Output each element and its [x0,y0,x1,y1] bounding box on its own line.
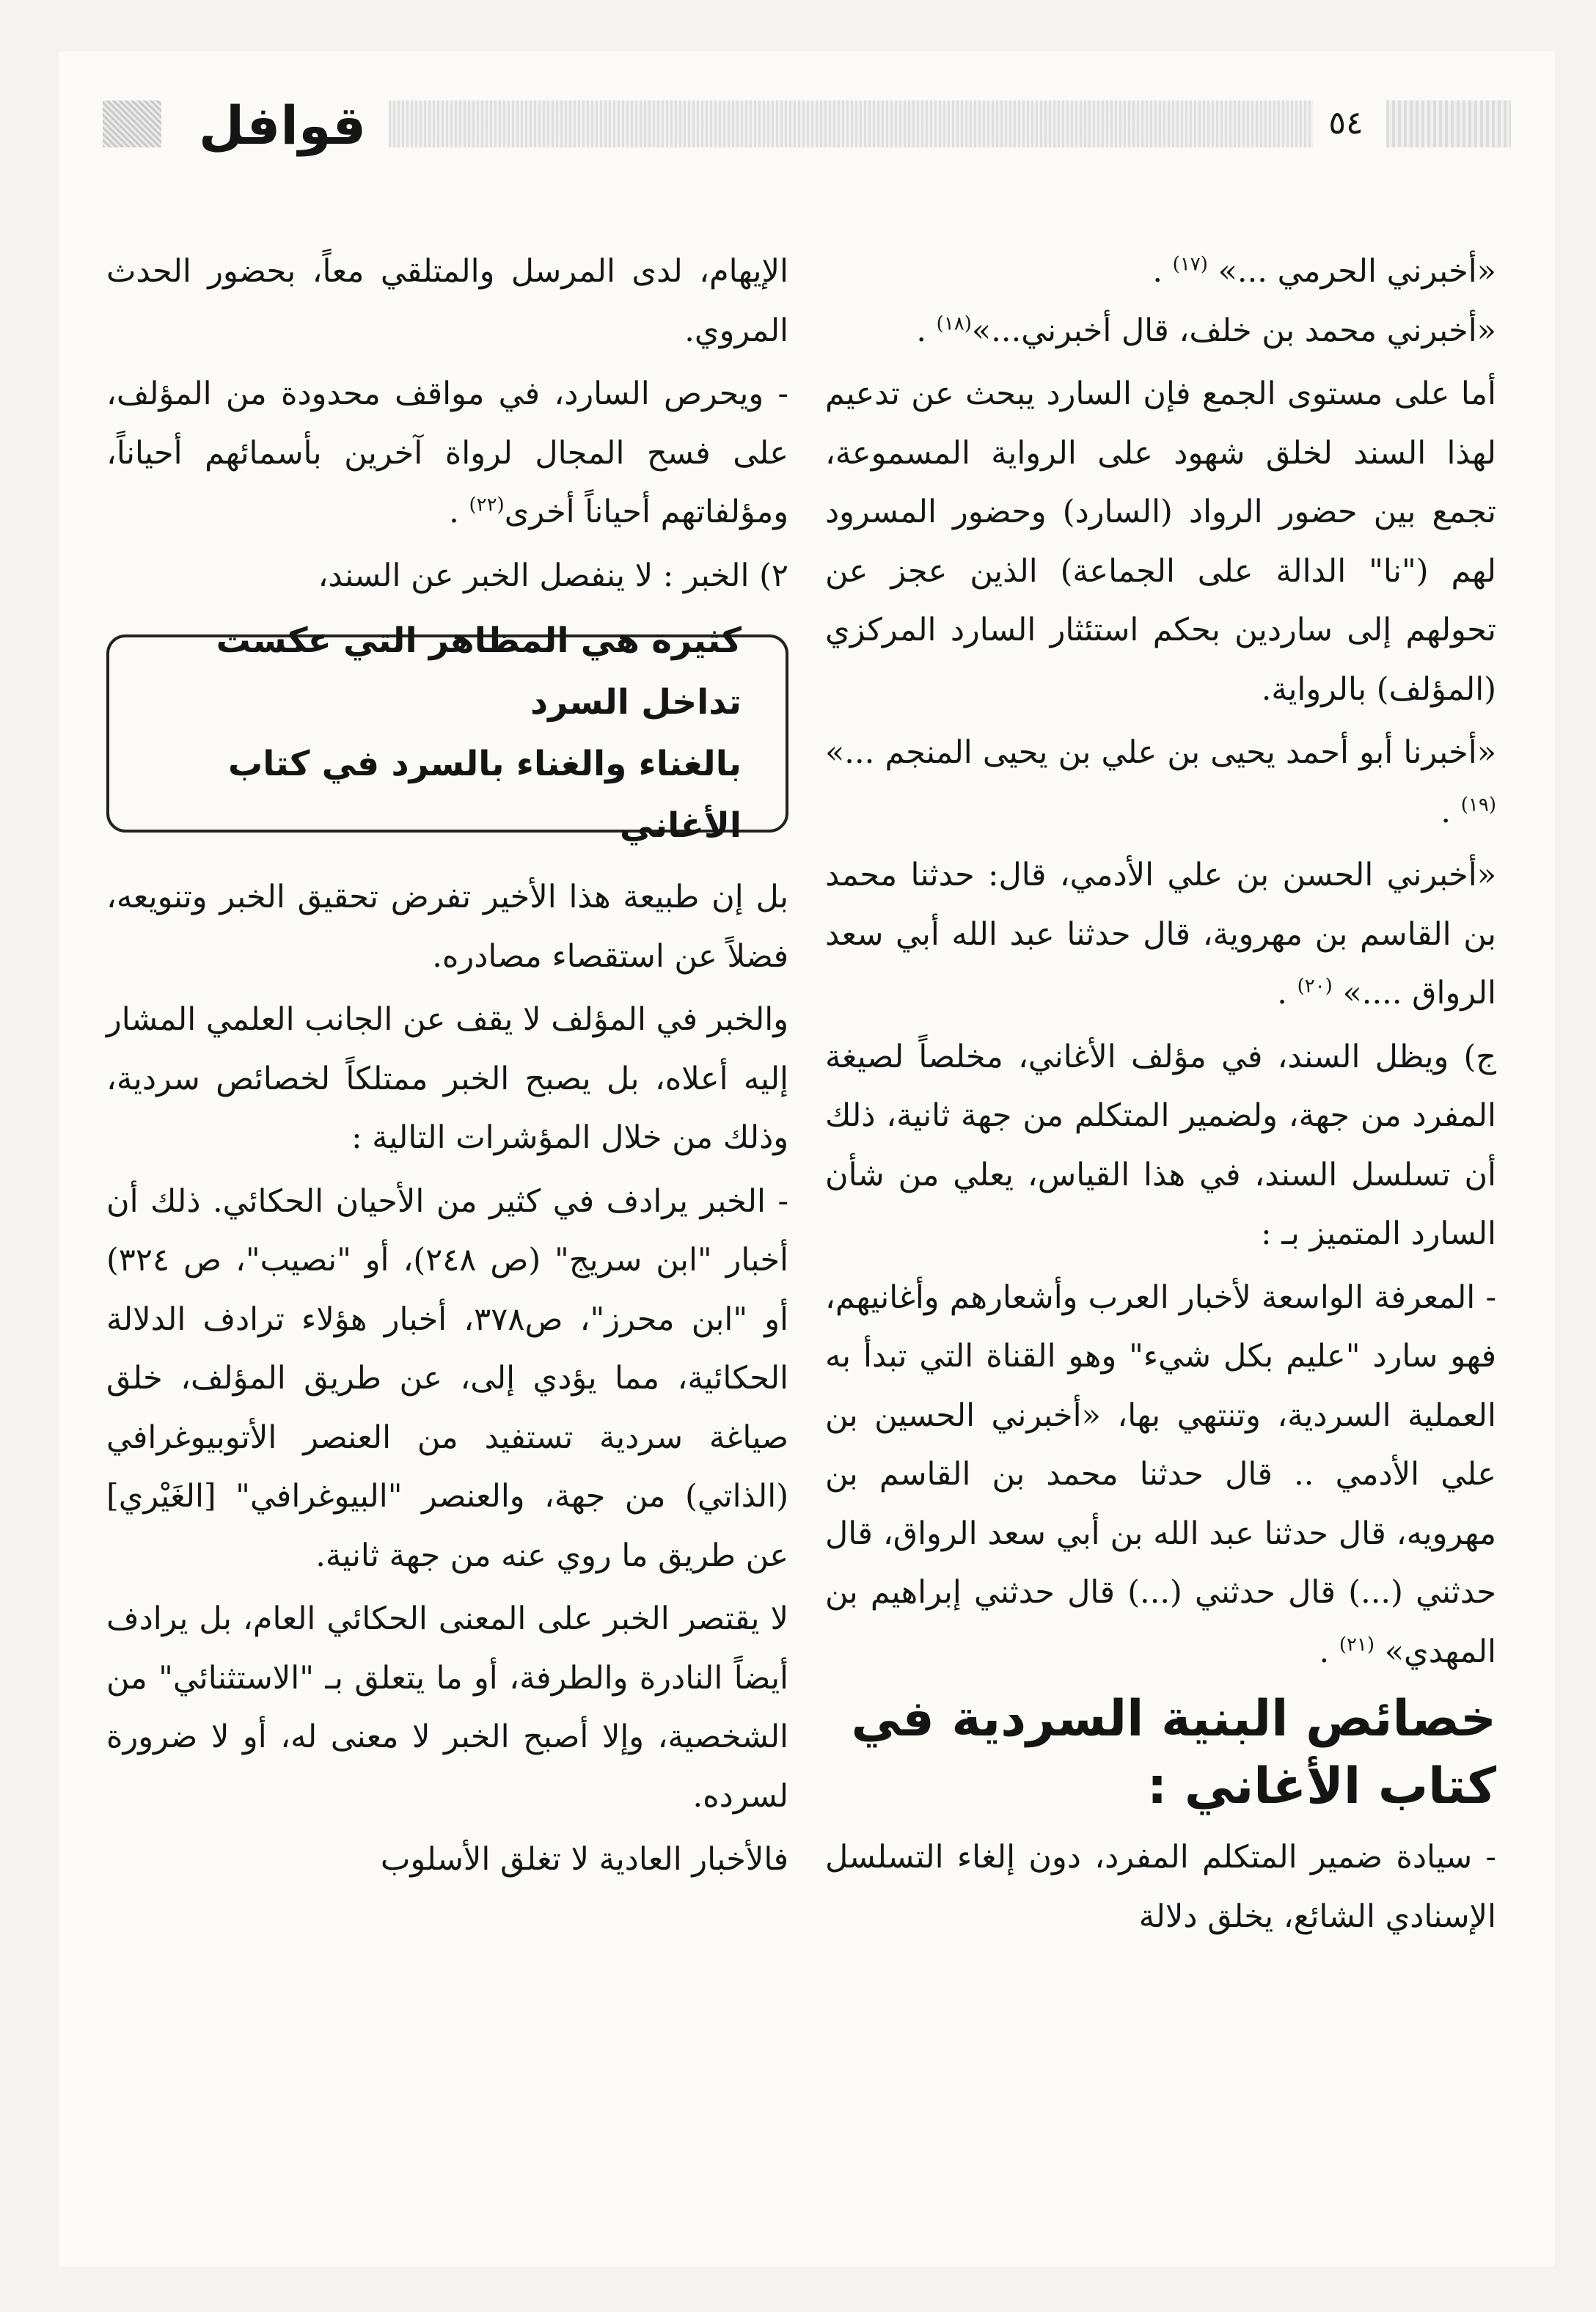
right-column [825,242,1496,1950]
body-paragraph: بل إن طبيعة هذا الأخير تفرض تحقيق الخبر وتنويعه، فضلاً عن استقصاء مصادره. [106,879,788,975]
quote-paragraph: «أخبرني الحسن بن علي الأدمي، قال: حدثنا محمد بن القاسم بن مهروية، قال حدثنا عبد الله أبي سعد الرواق ....» $^{(٢٠)}$ . [825,857,1496,1012]
body-paragraph: لا يقتصر الخبر على المعنى الحكائي العام، بل يرادف أيضاً النادرة والطرفة، أو ما يتعلق بـ "الاستثنائي" من الشخصية، وإلا أصبح الخبر لا معنى له، أو لا ضرورة لسرده. [106,1601,788,1815]
body-paragraph: أما على مستوى الجمع فإن السارد يبحث عن تدعيم لهذا السند لخلق شهود على الرواية المسموعة، تجمع بين حضور الرواد (السارد) وحضور المسرود لهم ("نا" الدالة على الجماعة) الذين عجز عن تحولهم إلى ساردين بحكم استئثار السارد المركزي (المؤلف) بالرواية. [825,376,1496,708]
footnote-ref: (١٩) [1460,794,1496,816]
body-paragraph: والخبر في المؤلف لا يقف عن الجانب العلمي المشار إليه أعلاه، بل يصبح الخبر ممتلكاً لخصائص سردية، وذلك من خلال المؤشرات التالية : [106,1001,788,1156]
magazine-title: قوافل [194,90,370,161]
pull-quote-line: بالغناء والغناء بالسرد في كتاب الأغاني [228,744,742,846]
quote-text: «أخبرني الحرمي ...» [1218,253,1496,290]
body-text: - ويحرص السارد، في مواقف محدودة من المؤلف، على فسح المجال لرواة آخرين بأسمائهم أحياناً، ومؤلفاتهم أحياناً أخرى [106,376,788,530]
quote-paragraph: «أخبرني محمد بن خلف، قال أخبرني...»$^{(١٨)}$ . [916,312,1496,349]
body-text: - المعرفة الواسعة لأخبار العرب وأشعارهم وأغانيهم، فهو سارد "عليم بكل شيء" وهو القناة التي تبدأ به العملية السردية، وتنتهي بها، «أخبرني الحسين بن علي الأدمي .. قال حدثنا محمد بن القاسم بن مهرويه، قال حدثنا عبد الله بن أبي سعد الرواق، قال حدثني (...) قال حدثني (...) قال حدثني إبراهيم بن المهدي» [825,1278,1496,1670]
body-paragraph: - سيادة ضمير المتكلم المفرد، دون إلغاء التسلسل الإسنادي الشائع، يخلق دلالة [825,1839,1496,1935]
body-paragraph: ٢) الخبر : لا ينفصل الخبر عن السند، [318,557,788,594]
footnote-ref: (٢١) [1339,1634,1375,1656]
body-paragraph: ج) ويظل السند، في مؤلف الأغاني، مخلصاً لصيغة المفرد من جهة، ولضمير المتكلم من جهة ثانية، ذلك أن تسلسل السند، في هذا القياس، يعلي من شأن السارد المتميز بـ : [825,1038,1496,1252]
page-header [103,84,1511,165]
pull-quote-line: كثيرة هي المظاهر التي عكست تداخل السرد [216,621,742,722]
header-decoration-left [103,100,161,147]
page-number: ٥٤ [1313,98,1379,149]
body-paragraph: - المعرفة الواسعة لأخبار العرب وأشعارهم وأغانيهم، فهو سارد "عليم بكل شيء" وهو القناة التي تبدأ به العملية السردية، وتنتهي بها، «أخبرني الحسين بن علي الأدمي .. قال حدثنا محمد بن القاسم بن مهرويه، قال حدثنا عبد الله بن أبي سعد الرواق، قال حدثني (...) قال حدثني (...) قال حدثني إبراهيم بن المهدي» $^{(٢١)}$ . [825,1278,1496,1670]
section-heading: خصائص البنية السردية في كتاب الأغاني : [851,1690,1496,1815]
pull-quote-box [106,621,788,846]
header-decoration-band [389,100,1342,147]
footnote-ref: (٢٠) [1297,975,1333,998]
footnote-ref: (١٨) [936,312,972,335]
quote-text: «أخبرنا أبو أحمد يحيى بن علي بن يحيى المنجم ...» [825,734,1496,771]
footnote-ref: (٢٢) [469,494,505,516]
body-paragraph: فالأخبار العادية لا تغلق الأسلوب [380,1841,788,1878]
quote-paragraph: «أخبرني الحرمي ...» $^{(١٧)}$ . [1152,253,1496,290]
body-paragraph: - ويحرص السارد، في مواقف محدودة من المؤلف، على فسح المجال لرواة آخرين بأسمائهم أحياناً، ومؤلفاتهم أحياناً أخرى$^{(٢٢)}$ . [106,376,788,530]
quote-text: «أخبرني محمد بن خلف، قال أخبرني...» [971,312,1496,349]
quote-paragraph: «أخبرنا أبو أحمد يحيى بن علي بن يحيى المنجم ...» $^{(١٩)}$ . [825,734,1496,830]
left-column [106,242,788,1894]
quote-text: «أخبرني الحسن بن علي الأدمي، قال: حدثنا محمد بن القاسم بن مهروية، قال حدثنا عبد الله أبي سعد الرواق ....» [825,857,1496,1012]
header-decoration-right [1386,100,1511,147]
body-paragraph: - الخبر يرادف في كثير من الأحيان الحكائي. ذلك أن أخبار "ابن سريج" (ص ٢٤٨)، أو "نصيب"، ص ٣٢٤) أو "ابن محرز"، ص٣٧٨، أخبار هؤلاء ترادف الدلالة الحكائية، مما يؤدي إلى، عن طريق المؤلف، خلق صياغة سردية تستفيد من العنصر الأتوبيوغرافي (الذاتي) من جهة، والعنصر "البيوغرافي" [الغَيْري] عن طريق ما روي عنه من جهة ثانية. [106,1182,788,1574]
body-paragraph: الإيهام، لدى المرسل والمتلقي معاً، بحضور الحدث المروي. [106,253,788,349]
footnote-ref: (١٧) [1172,253,1208,276]
